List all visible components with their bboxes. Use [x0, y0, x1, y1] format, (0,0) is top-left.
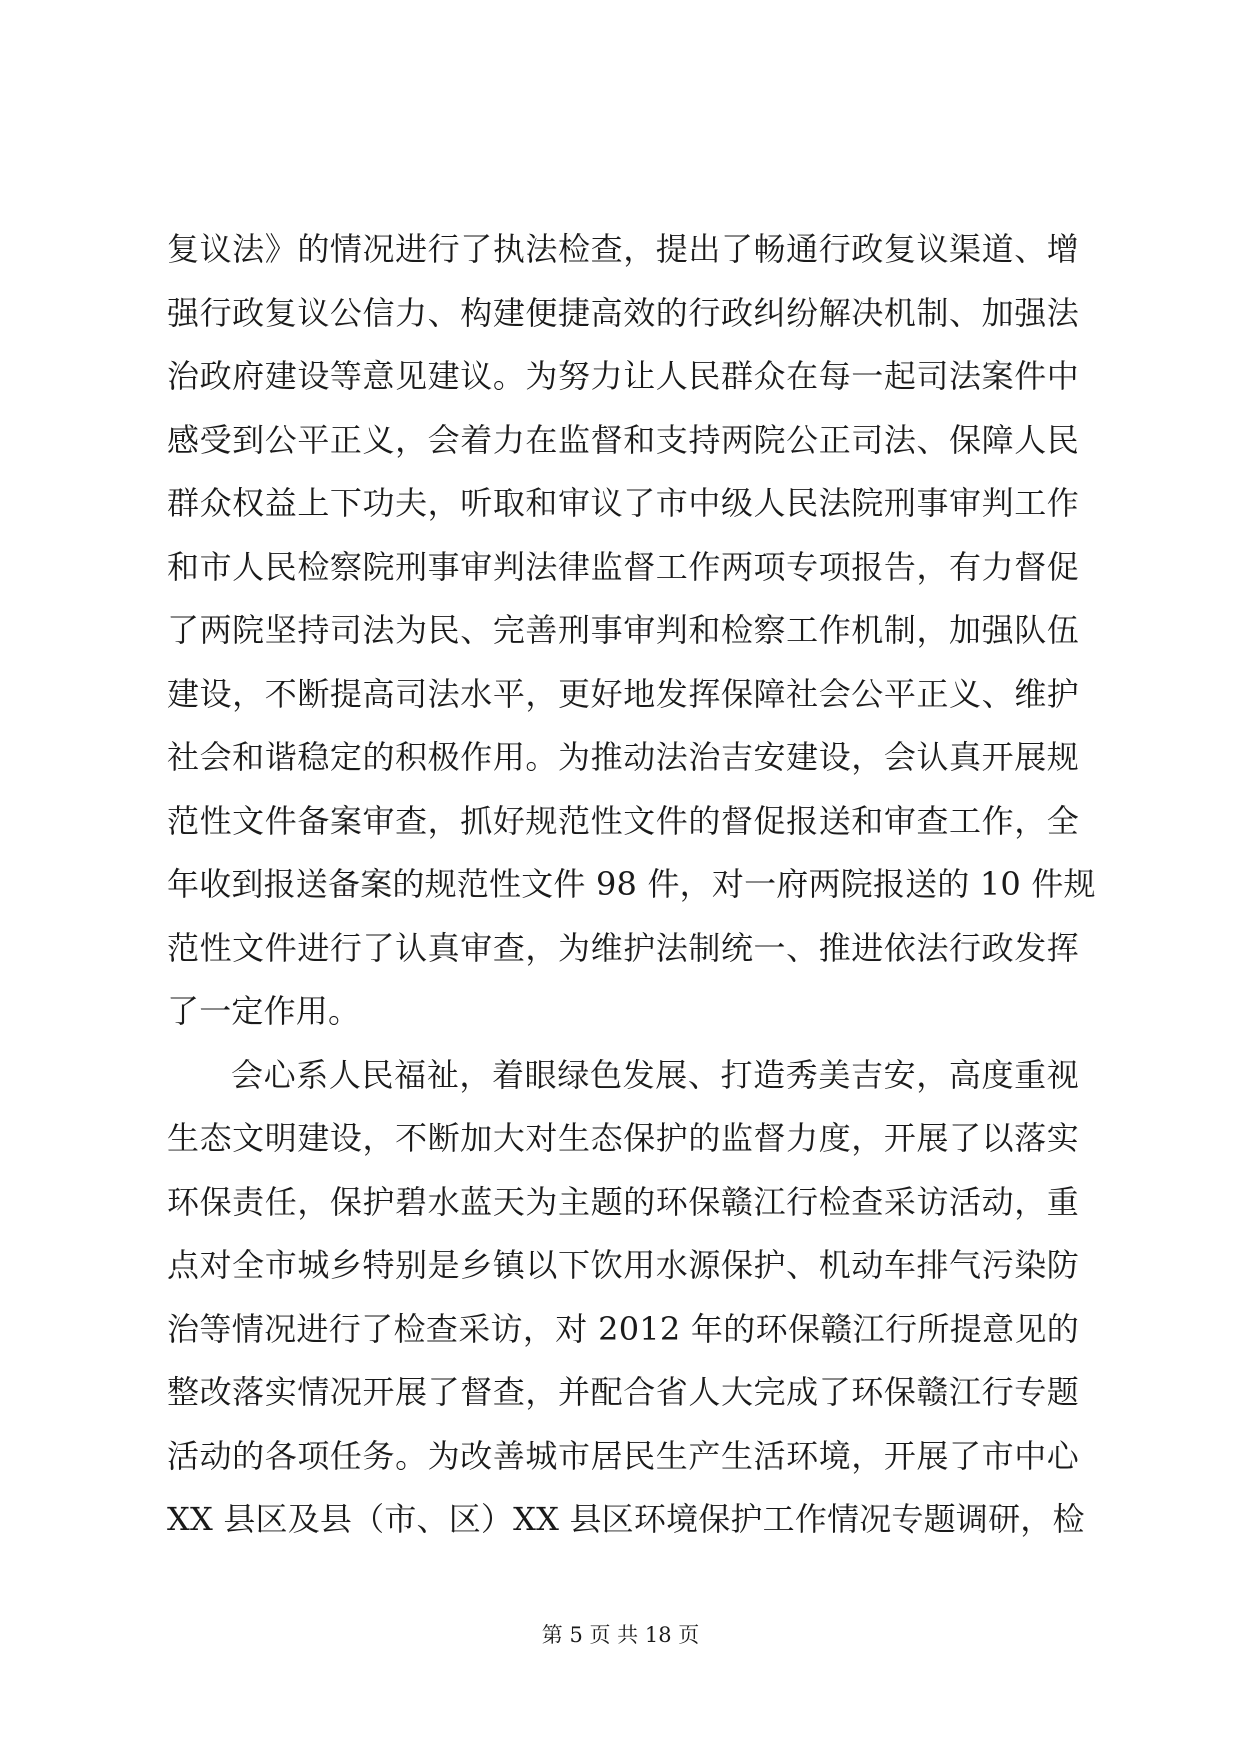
text-line: 点对全市城乡特别是乡镇以下饮用水源保护、机动车排气污染防 — [167, 1246, 1079, 1284]
text-line: 范性文件进行了认真审查，为维护法制统一、推进依法行政发挥 — [167, 928, 1079, 967]
text-line: 环保责任，保护碧水蓝天为主题的环保赣江行检查采访活动，重 — [167, 1182, 1079, 1221]
document-body — [167, 218, 1096, 1552]
text-line: 了一定作用。 — [167, 992, 361, 1030]
page-number-footer: 第 5 页 共 18 页 — [541, 1623, 700, 1647]
text-line: XX 县区及县（市、区）XX 县区环境保护工作情况专题调研，检 — [167, 1500, 1085, 1538]
text-line: 整改落实情况开展了督查，并配合省人大完成了环保赣江行专题 — [167, 1373, 1079, 1411]
text-line: 群众权益上下功夫，听取和审议了市中级人民法院刑事审判工作 — [167, 484, 1079, 522]
text-line: 建设，不断提高司法水平，更好地发挥保障社会公平正义、维护 — [167, 674, 1079, 713]
text-line: 感受到公平正义，会着力在监督和支持两院公正司法、保障人民 — [167, 420, 1079, 459]
text-line: 治政府建设等意见建议。为努力让人民群众在每一起司法案件中 — [167, 357, 1079, 395]
text-line: 和市人民检察院刑事审判法律监督工作两项专项报告，有力督促 — [167, 547, 1079, 586]
paragraph-first-line: 会心系人民福祉，着眼绿色发展、打造秀美吉安，高度重视 — [231, 1055, 1079, 1094]
text-line: 活动的各项任务。为改善城市居民生产生活环境，开展了市中心 — [167, 1436, 1079, 1475]
text-line: 复议法》的情况进行了执法检查，提出了畅通行政复议渠道、增 — [167, 230, 1079, 268]
text-line: 了两院坚持司法为民、完善刑事审判和检察工作机制，加强队伍 — [167, 611, 1079, 649]
text-line: 强行政复议公信力、构建便捷高效的行政纠纷解决机制、加强法 — [167, 293, 1079, 332]
text-line: 生态文明建设，不断加大对生态保护的监督力度，开展了以落实 — [167, 1119, 1079, 1157]
text-line: 范性文件备案审查，抓好规范性文件的督促报送和审查工作，全 — [167, 801, 1079, 840]
text-line: 治等情况进行了检查采访，对 2012 年的环保赣江行所提意见的 — [167, 1309, 1079, 1348]
text-line: 年收到报送备案的规范性文件 98 件，对一府两院报送的 10 件规 — [167, 865, 1096, 903]
text-line: 社会和谐稳定的积极作用。为推动法治吉安建设，会认真开展规 — [167, 738, 1079, 776]
